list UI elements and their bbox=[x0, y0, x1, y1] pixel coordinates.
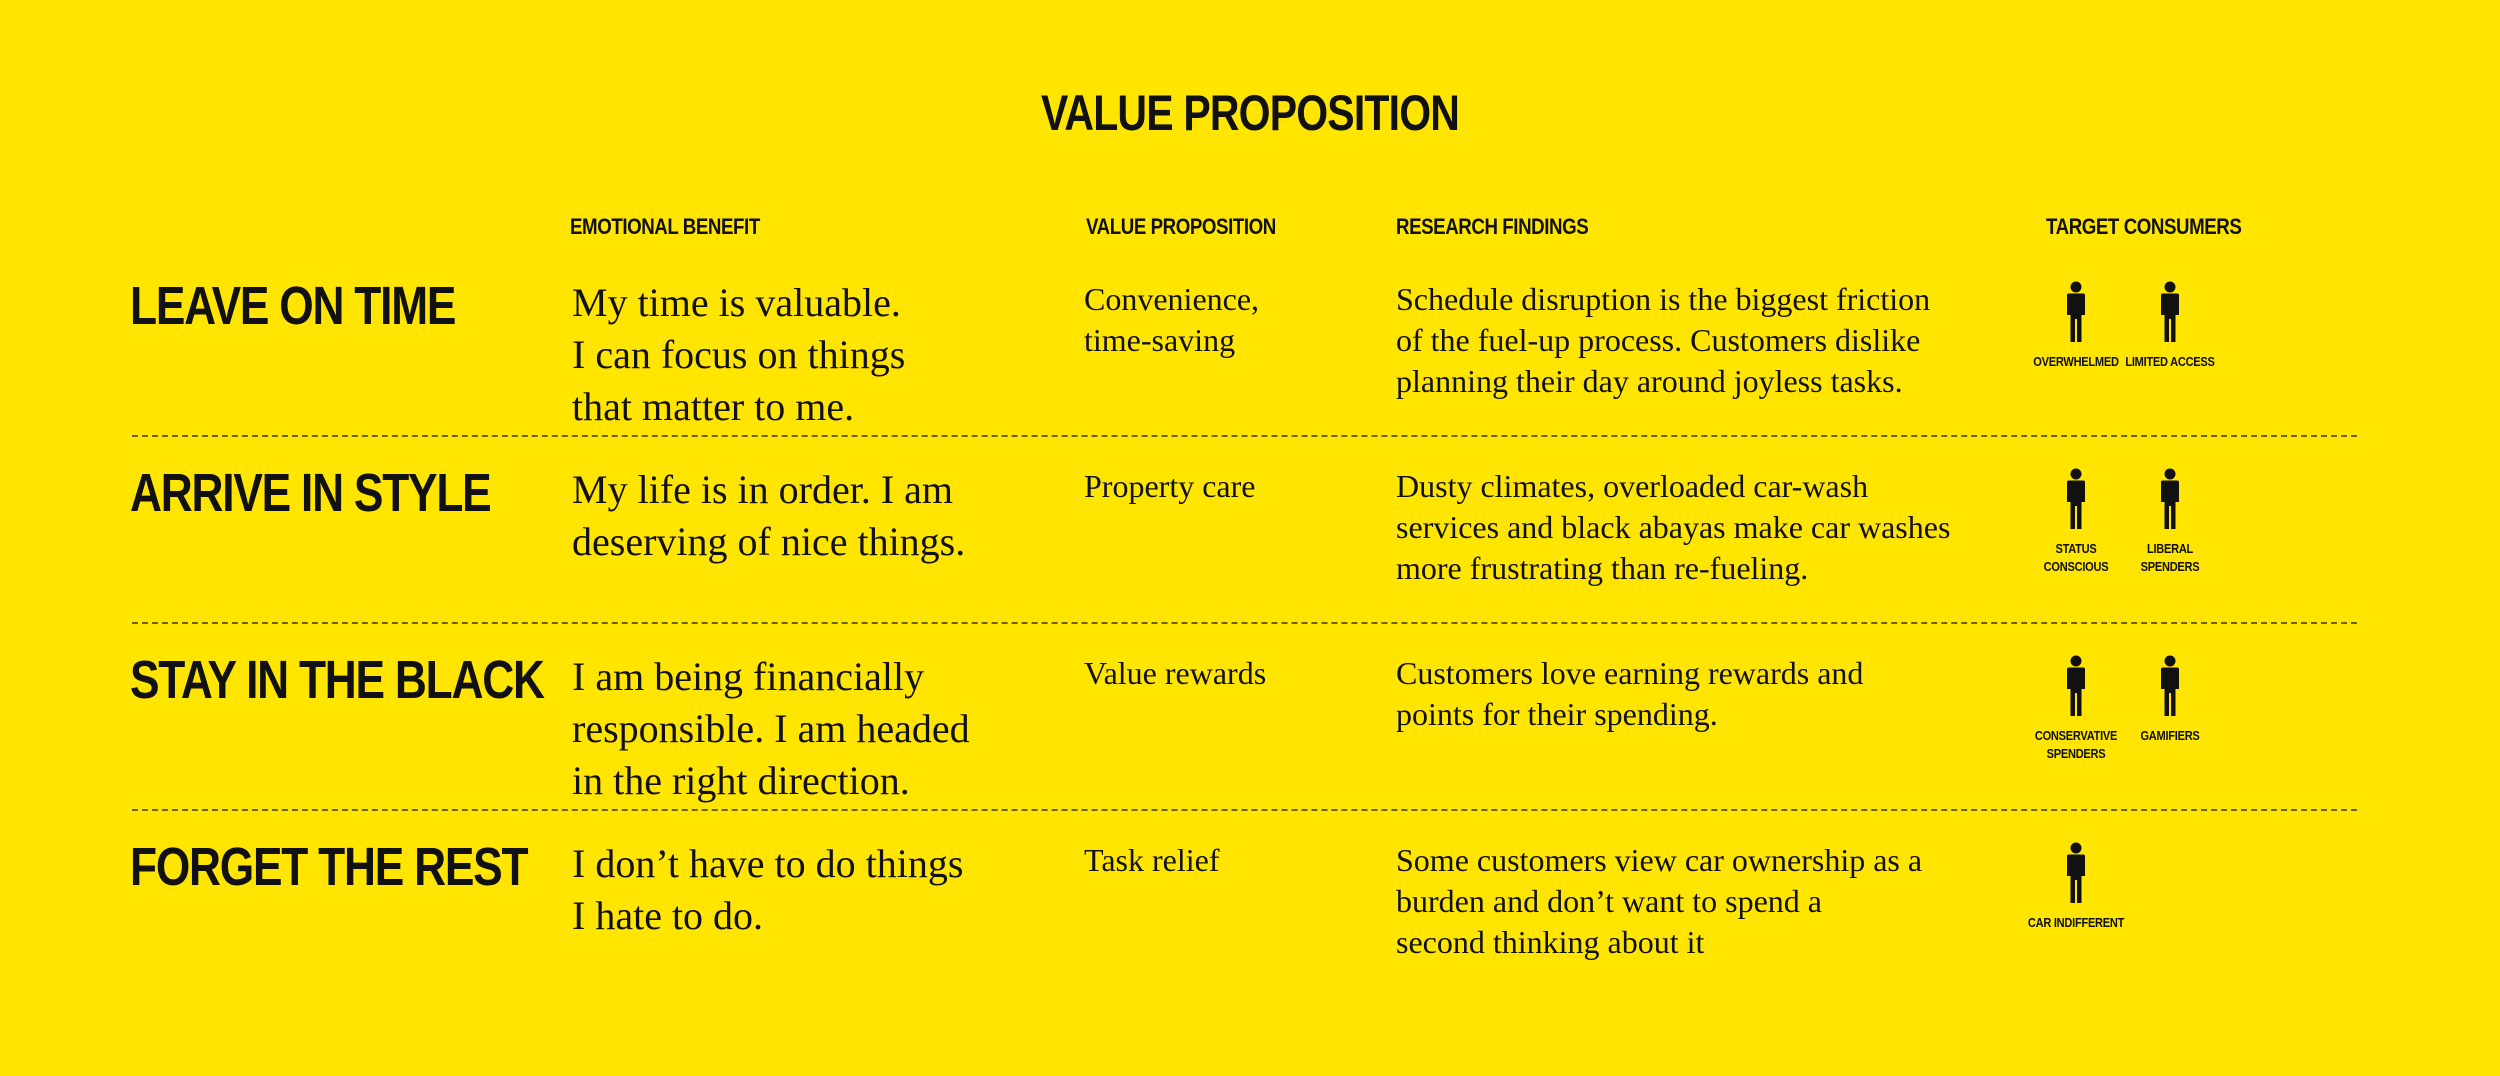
value-proposition-text: Property care bbox=[1084, 468, 1256, 504]
emotional-benefit-text: I am being financially responsible. I am headed in the right direction. bbox=[572, 654, 970, 803]
person-icon bbox=[2157, 655, 2183, 717]
emotional-benefit-text: My life is in order. I am deserving of nice things. bbox=[572, 467, 966, 564]
target-consumer-label: CAR INDIFFERENT bbox=[2027, 915, 2125, 930]
target-consumer-label: LIMITED ACCESS bbox=[2125, 354, 2215, 369]
value-proposition-text: Task relief bbox=[1084, 842, 1220, 878]
research-findings-text: Schedule disruption is the biggest friction of the fuel-up process. Customers dislike planning their day around joyless tasks. bbox=[1396, 281, 1931, 399]
page-title: VALUE PROPOSITION bbox=[1040, 85, 1460, 141]
header-emotional-benefit: EMOTIONAL BENEFIT bbox=[570, 214, 760, 239]
target-consumer-label: LIBERAL SPENDERS bbox=[2140, 541, 2200, 574]
row-divider bbox=[132, 435, 2357, 437]
header-research-findings: RESEARCH FINDINGS bbox=[1396, 214, 1589, 239]
person-icon bbox=[2063, 842, 2089, 904]
target-consumer bbox=[2006, 842, 2146, 932]
target-consumer-label: OVERWHELMED bbox=[2033, 354, 2119, 369]
person-icon bbox=[2063, 468, 2089, 530]
target-consumer-label: CONSERVATIVE SPENDERS bbox=[2034, 728, 2118, 761]
target-consumer-label: STATUS CONSCIOUS bbox=[2043, 541, 2109, 574]
person-icon bbox=[2063, 655, 2089, 717]
person-icon bbox=[2157, 281, 2183, 343]
target-consumer-label: GAMIFIERS bbox=[2140, 728, 2200, 743]
emotional-benefit-text: My time is valuable. I can focus on things that matter to me. bbox=[572, 280, 906, 429]
person-icon bbox=[2157, 468, 2183, 530]
target-consumer bbox=[2100, 468, 2240, 576]
value-proposition-text: Value rewards bbox=[1084, 655, 1267, 691]
row-title: FORGET THE REST bbox=[130, 837, 528, 897]
person-icon bbox=[2063, 281, 2089, 343]
research-findings-text: Customers love earning rewards and points for their spending. bbox=[1396, 655, 1864, 732]
header-target-consumers: TARGET CONSUMERS bbox=[2046, 214, 2242, 239]
value-proposition-text: Convenience, time-saving bbox=[1084, 281, 1260, 358]
research-findings-text: Dusty climates, overloaded car-wash services and black abayas make car washes more frustrating than re-fueling. bbox=[1396, 468, 1951, 586]
header-value-proposition: VALUE PROPOSITION bbox=[1086, 214, 1276, 239]
row-title: STAY IN THE BLACK bbox=[130, 650, 544, 710]
target-consumer bbox=[2100, 281, 2240, 371]
row-divider bbox=[132, 809, 2357, 811]
research-findings-text: Some customers view car ownership as a burden and don’t want to spend a second thinking about it bbox=[1396, 842, 1923, 960]
row-title: ARRIVE IN STYLE bbox=[130, 463, 491, 523]
target-consumer bbox=[2100, 655, 2240, 745]
row-divider bbox=[132, 622, 2357, 624]
emotional-benefit-text: I don’t have to do things I hate to do. bbox=[572, 841, 964, 938]
row-title: LEAVE ON TIME bbox=[130, 276, 456, 336]
